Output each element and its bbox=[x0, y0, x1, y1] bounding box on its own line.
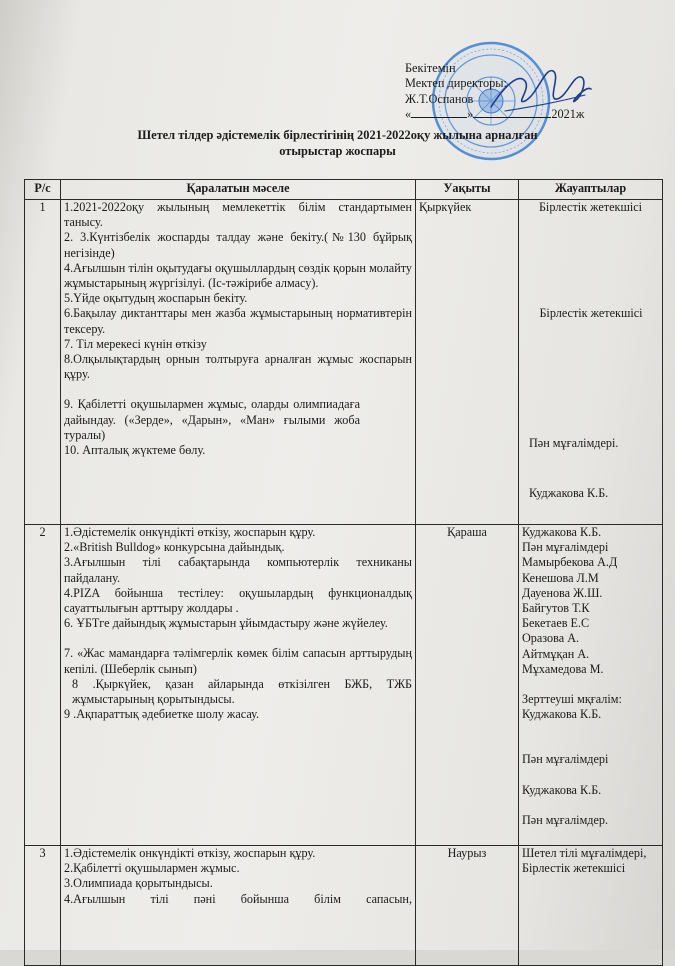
responsible-name: Куджакова К.Б. bbox=[522, 782, 602, 797]
list-item: 1.Әдістемелік онкүндікті өткізу, жоспарын құру. bbox=[64, 846, 316, 860]
list-item: 7. Тіл мерекесі күнін өткізу bbox=[64, 336, 207, 351]
header-time: Уақыты bbox=[416, 180, 519, 200]
list-item: 1.Әдістемелік онкүндікті өткізу, жоспарын құру. bbox=[64, 525, 316, 539]
approval-line-1: Бекітемін bbox=[405, 61, 456, 75]
row-responsible bbox=[519, 200, 663, 525]
row-topics bbox=[61, 846, 416, 966]
responsible-name: Шетел тілі мұғалімдері, bbox=[522, 846, 647, 860]
document-title: Шетел тілдер әдістемелік бірлестігінің 2021-2022оқу жылына арналған bbox=[137, 128, 538, 142]
table-row bbox=[25, 200, 663, 525]
approval-block bbox=[405, 61, 584, 122]
approval-line-3: Ж.Т.Оспанов bbox=[405, 91, 474, 106]
approval-date-line bbox=[405, 107, 584, 122]
responsible-name: Зерттеуші мқғалім: bbox=[522, 692, 622, 707]
list-item: 6. ҰБТге дайындық жұмыстарын ұйымдастыру және жүйелеу. bbox=[64, 616, 388, 631]
list-item: 3.Ағылшын тілі сабақтарында компьютерлік техниканы пайдалану. bbox=[64, 555, 412, 585]
row-responsible bbox=[519, 525, 663, 846]
responsible-name: Пән мұғалімдері bbox=[522, 540, 609, 555]
list-item: 2. 3.Күнтізбелік жоспарды талдау және бекіту.(№130 бұйрық негізінде) bbox=[64, 230, 412, 260]
list-item: 3.Олимпиада қорытындысы. bbox=[64, 876, 213, 891]
responsible-name: Мұхамедова М. bbox=[522, 661, 604, 676]
list-item: 1.2021-2022оқу жылының мемлекеттік білім стандартымен танысу. bbox=[64, 200, 412, 230]
document-subtitle: отырыстар жоспары bbox=[279, 144, 396, 158]
row-time: Қараша bbox=[416, 525, 519, 846]
row-time: Наурыз bbox=[416, 846, 519, 966]
approval-date-open: « bbox=[405, 106, 412, 121]
responsible-name: Бірлестік жетекшісі bbox=[522, 861, 626, 876]
list-item: 2.Қабілетті оқушылармен жұмыс. bbox=[64, 861, 240, 876]
approval-date-close: » bbox=[467, 106, 474, 121]
approval-date-year: 2021ж bbox=[551, 106, 585, 121]
list-item: 7. «Жас мамандарға тәлімгерлік көмек білім сапасын арттырудың кепілі. (Шеберлік сынып) bbox=[64, 646, 412, 676]
list-item: 9. Қабілетті оқушылармен жұмыс, оларды олимпиадаға дайындау. («Зерде», «Дарын», «Ман» ғылыми жоба туралы) bbox=[64, 397, 360, 442]
responsible-name: Куджакова К.Б. bbox=[529, 486, 609, 500]
responsible-name: Бекетаев Е.С bbox=[522, 616, 590, 631]
table-row bbox=[25, 525, 663, 846]
responsible-name: Кенешова Л.М bbox=[522, 570, 599, 585]
row-time: Қыркүйек bbox=[416, 200, 519, 525]
list-item: 8 .Қыркүйек, қазан айларында өткізілген БЖБ, ТЖБ жұмыстарының қорытындысы. bbox=[72, 676, 412, 707]
responsible-name: Бірлестік жетекшісі bbox=[539, 306, 643, 320]
list-item: 6.Бақылау диктанттары мен жазба жұмыстарының нормативтерін тексеру. bbox=[64, 306, 412, 336]
list-item: 9 .Ақпараттық әдебиетке шолу жасау. bbox=[64, 707, 260, 722]
row-responsible bbox=[519, 846, 663, 966]
table-row bbox=[25, 846, 663, 966]
list-item: 4.PIZA бойынша тестілеу: оқушылардың функционалдық сауаттылығын арттыру жолдары . bbox=[64, 585, 412, 616]
responsible-name: Пән мұғалімдері bbox=[522, 752, 609, 767]
responsible-name: Дауенова Ж.Ш. bbox=[522, 585, 603, 600]
list-item: 2.«British Bulldog» конкурсына дайындық. bbox=[64, 540, 285, 555]
responsible-name: Бірлестік жетекшісі bbox=[538, 200, 643, 214]
responsible-name: Айтмұқан А. bbox=[522, 646, 590, 661]
row-topics bbox=[61, 525, 416, 846]
header-responsible: Жауаптылар bbox=[519, 180, 663, 200]
header-topic: Қаралатын мәселе bbox=[61, 180, 416, 200]
responsible-name: Куджакова К.Б. bbox=[522, 525, 602, 539]
list-item: 4.Ағылшын тілін оқытудағы оқушыллардың сөздік қорын молайту жұмыстарының жүргізілуі. (Іс-тәжірибе алмасу). bbox=[64, 260, 412, 291]
responsible-name: Куджакова К.Б. bbox=[522, 707, 602, 722]
responsible-name: Пән мұғалімдері. bbox=[529, 436, 619, 450]
row-number: 2 bbox=[25, 525, 61, 846]
approval-line-2: Мектеп директоры: bbox=[405, 76, 507, 91]
responsible-name: Оразова А. bbox=[522, 631, 580, 646]
responsible-name: Мамырбекова А.Д bbox=[522, 555, 618, 570]
responsible-name: Байгутов Т.К bbox=[522, 601, 590, 616]
row-number: 1 bbox=[25, 200, 61, 525]
row-number: 3 bbox=[25, 846, 61, 966]
list-item: 5.Үйде оқытудың жоспарын бекіту. bbox=[64, 291, 248, 306]
row-topics bbox=[61, 200, 416, 525]
list-item: 8.Олқылықтардың орнын толтыруға арналған жұмыс жоспарын құру. bbox=[64, 352, 412, 382]
table-header-row bbox=[25, 180, 663, 200]
list-item: 10. Апталық жүктеме бөлу. bbox=[64, 443, 206, 458]
plan-table bbox=[24, 179, 663, 966]
header-number: Р/с bbox=[25, 180, 61, 200]
list-item: 4.Ағылшын тілі пәні бойынша білім сапасын, bbox=[64, 891, 412, 906]
responsible-name: Пән мұғалімдер. bbox=[522, 812, 609, 827]
